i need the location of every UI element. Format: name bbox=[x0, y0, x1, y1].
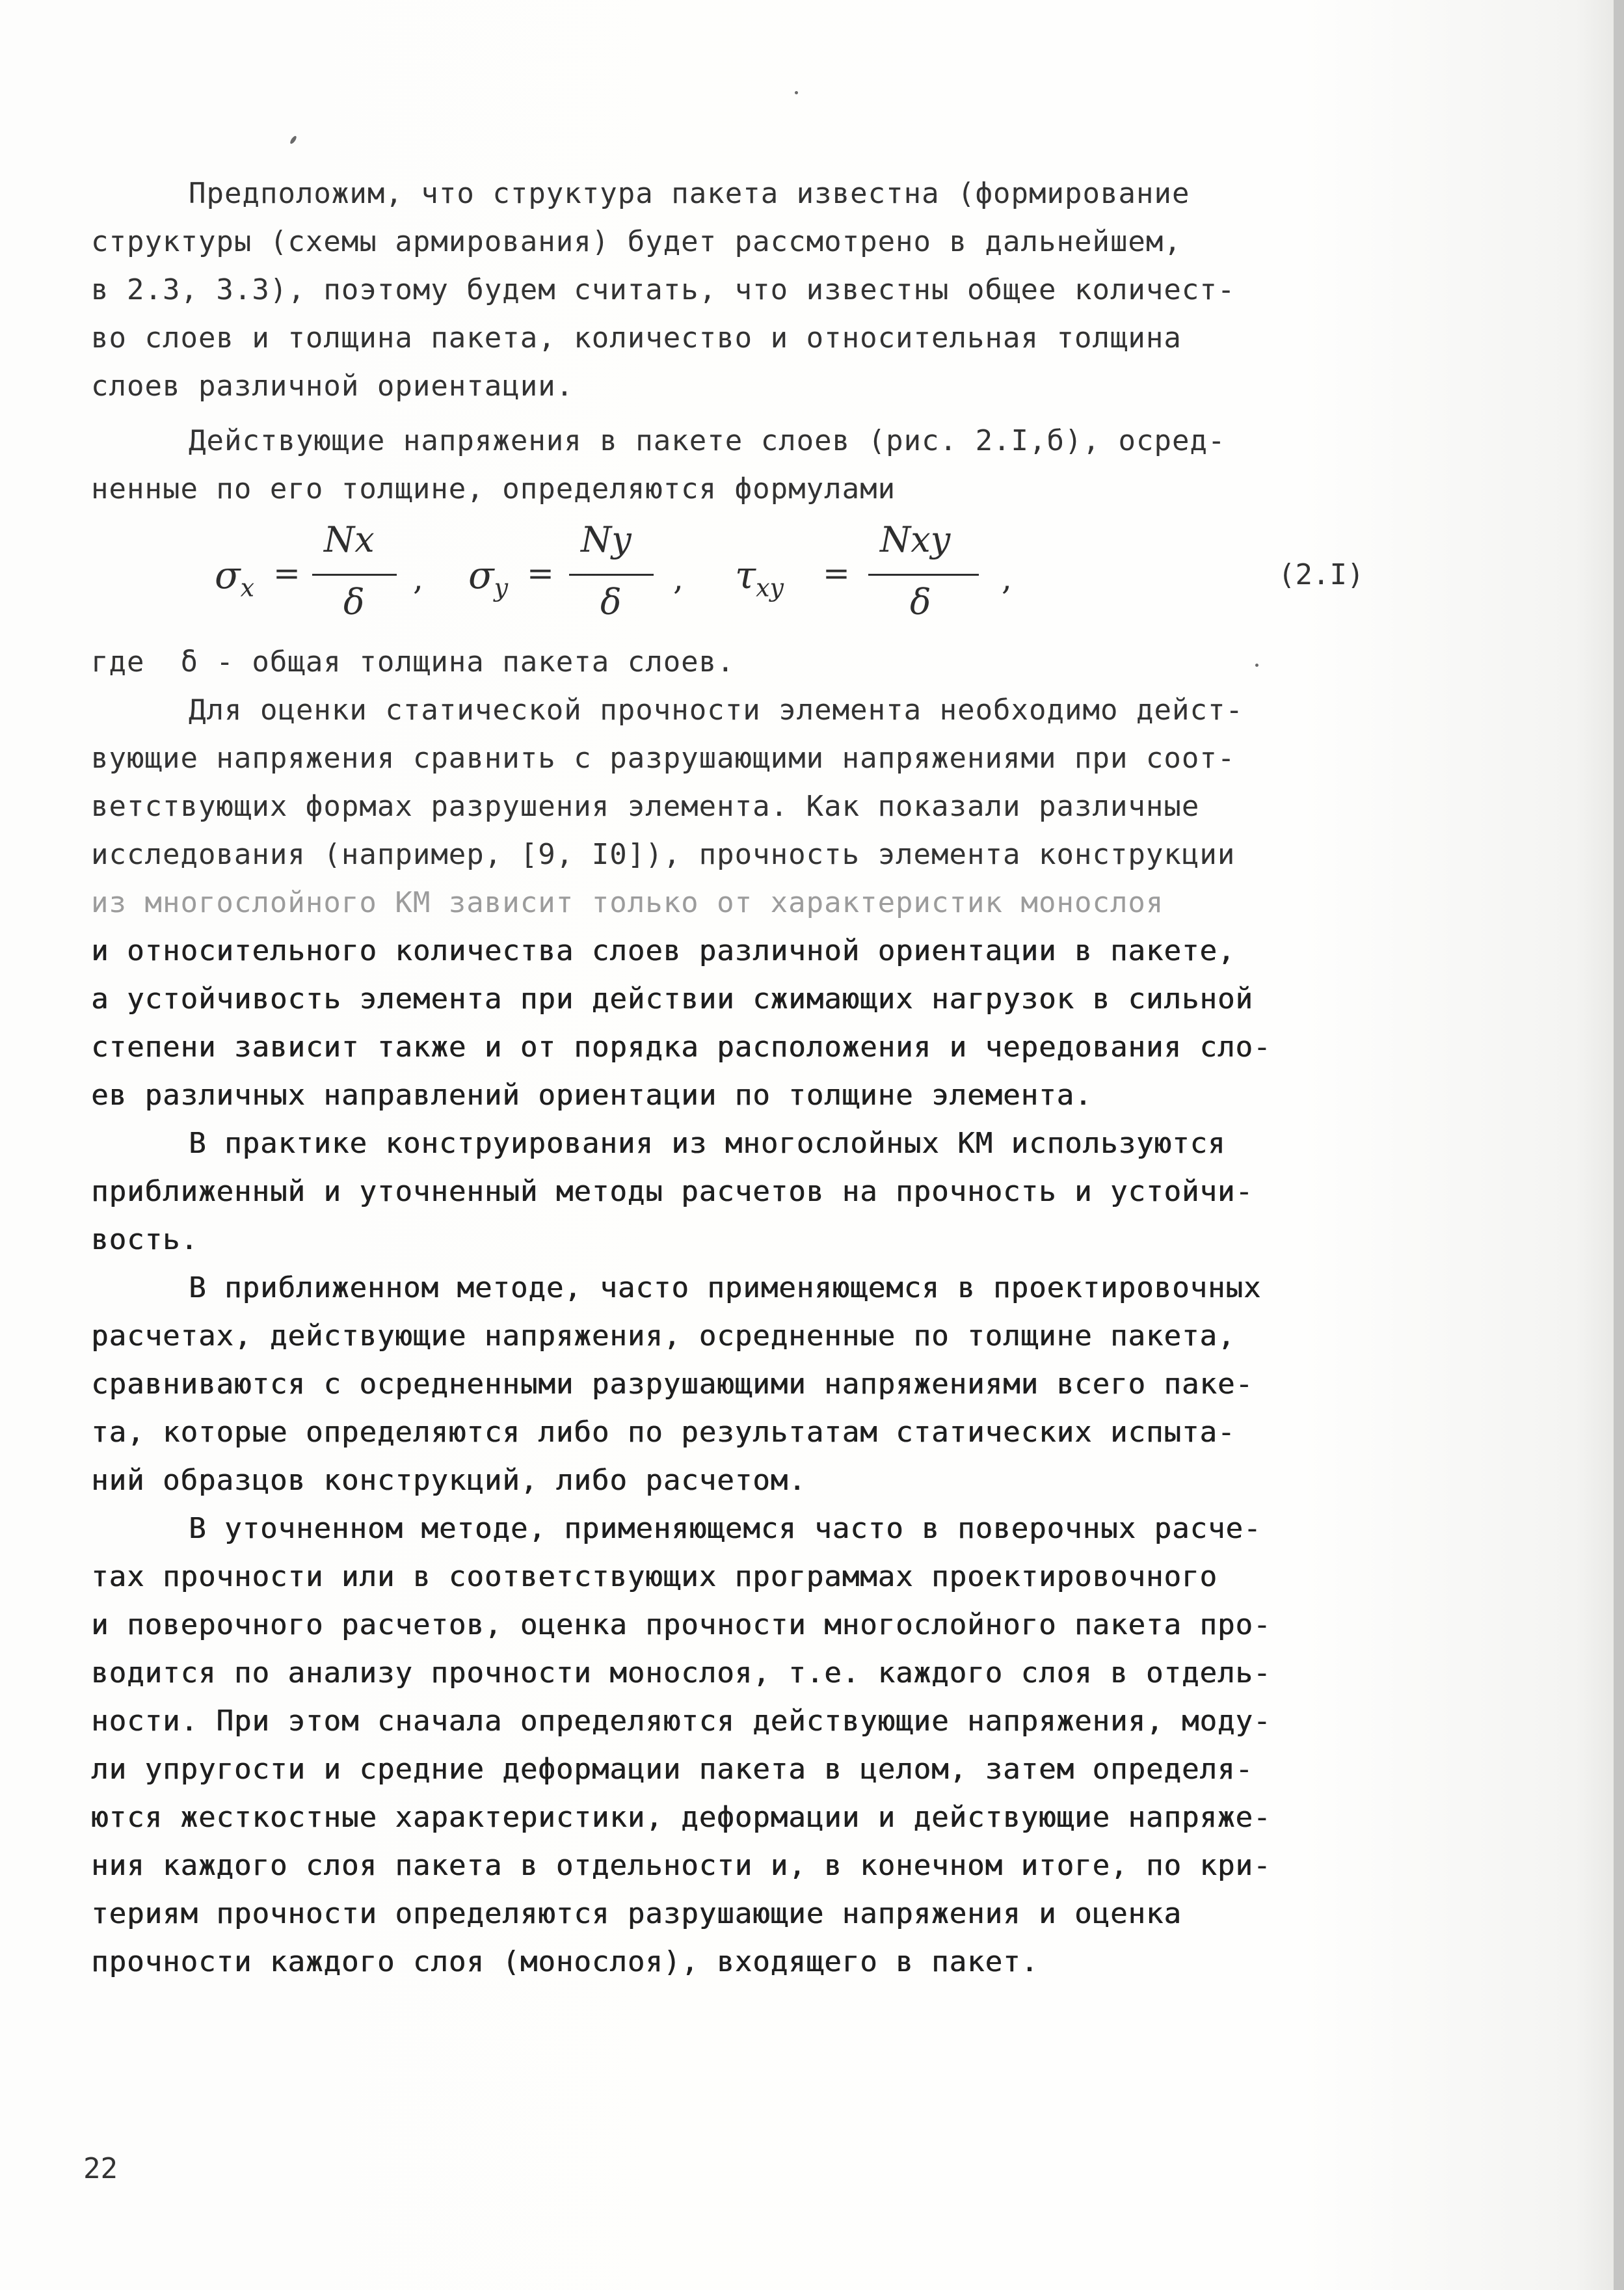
p5-line-5: ний образцов конструкций, либо расчетом. bbox=[91, 1464, 806, 1497]
p3-line-8: степени зависит также и от порядка расположения и чередования сло- bbox=[91, 1030, 1271, 1064]
p3-line-1: Для оценки статической прочности элемента необходимо дейст- bbox=[189, 694, 1244, 727]
equals-sign: = bbox=[273, 554, 300, 592]
tau-xy-lhs: $\tau_{xy}$ bbox=[735, 553, 784, 602]
p3-line-2: вующие напряжения сравнить с разрушающими напряжениями при соот- bbox=[91, 742, 1236, 775]
tau-xy-numerator: Nxy bbox=[880, 519, 951, 560]
p6-line-10: прочности каждого слоя (монослоя), входящего в пакет. bbox=[91, 1945, 1039, 1978]
equals-sign: = bbox=[527, 554, 554, 592]
scan-speck bbox=[289, 135, 298, 145]
sigma-y-fraction bbox=[569, 514, 654, 631]
p3-line-9: ев различных направлений ориентации по толщине элемента. bbox=[91, 1079, 1093, 1112]
where-line: где δ - общая толщина пакета слоев. bbox=[91, 645, 735, 679]
p1-line-1: Предположим, что структура пакета известна (формирование bbox=[189, 177, 1190, 210]
p3-line-3: ветствующих формах разрушения элемента. Как показали различные bbox=[91, 790, 1200, 823]
scan-speck bbox=[1255, 664, 1258, 667]
sigma-x-lhs: $\sigma_x$ bbox=[215, 553, 255, 602]
fraction-bar bbox=[569, 574, 654, 576]
p6-line-1: В уточненном методе, применяющемся часто в поверочных расче- bbox=[189, 1512, 1262, 1545]
p6-line-5: ности. При этом сначала определяются действующие напряжения, моду- bbox=[91, 1704, 1271, 1738]
p5-line-2: расчетах, действующие напряжения, осредненные по толщине пакета, bbox=[91, 1319, 1236, 1353]
p3-line-7: а устойчивость элемента при действии сжимающих нагрузок в сильной bbox=[91, 982, 1253, 1016]
p6-line-3: и поверочного расчетов, оценка прочности многослойного пакета про- bbox=[91, 1608, 1271, 1641]
sigma-x-denominator: δ bbox=[343, 582, 365, 623]
p6-line-8: ния каждого слоя пакета в отдельности и, в конечном итоге, по кри- bbox=[91, 1849, 1271, 1882]
p3-line-6: и относительного количества слоев различной ориентации в пакете, bbox=[91, 934, 1236, 967]
p6-line-9: териям прочности определяются разрушающие напряжения и оценка bbox=[91, 1897, 1182, 1930]
page-edge-shadow bbox=[1614, 0, 1624, 2290]
p4-line-1: В практике конструирования из многослойных КМ используются bbox=[189, 1127, 1226, 1160]
p3-line-4: исследования (например, [9, I0]), прочность элемента конструкции bbox=[91, 838, 1236, 871]
scan-speck bbox=[795, 91, 798, 94]
p5-line-1: В приближенном методе, часто применяющемся в проектировочных bbox=[189, 1271, 1262, 1304]
p2-line-2: ненные по его толщине, определяются формулами bbox=[91, 472, 896, 505]
p6-line-7: ются жесткостные характеристики, деформации и действующие напряже- bbox=[91, 1801, 1271, 1834]
p6-line-4: водится по анализу прочности монослоя, т.е. каждого слоя в отдель- bbox=[91, 1656, 1271, 1690]
tau-xy-fraction bbox=[868, 514, 979, 631]
fraction-bar bbox=[868, 574, 979, 576]
p4-line-3: вость. bbox=[91, 1223, 198, 1256]
fraction-bar bbox=[312, 574, 397, 576]
p5-line-4: та, которые определяются либо по результатам статических испыта- bbox=[91, 1416, 1236, 1449]
sigma-y-numerator: Ny bbox=[581, 519, 632, 560]
p1-line-3: в 2.3, 3.3), поэтому будем считать, что известны общее количест- bbox=[91, 273, 1236, 306]
equation-number: (2.I) bbox=[1278, 558, 1364, 591]
p3-line-5: из многослойного КМ зависит только от характеристик монослоя bbox=[91, 886, 1164, 919]
p4-line-2: приближенный и уточненный методы расчетов на прочность и устойчи- bbox=[91, 1175, 1253, 1208]
p6-line-6: ли упругости и средние деформации пакета в целом, затем определя- bbox=[91, 1753, 1253, 1786]
p5-line-3: сравниваются с осредненными разрушающими напряжениями всего паке- bbox=[91, 1367, 1253, 1401]
p1-line-4: во слоев и толщина пакета, количество и относительная толщина bbox=[91, 321, 1182, 355]
p6-line-2: тах прочности или в соответствующих программах проектировочного bbox=[91, 1560, 1218, 1593]
sigma-y-denominator: δ bbox=[600, 582, 622, 623]
page-number: 22 bbox=[83, 2152, 118, 2185]
equals-sign: = bbox=[823, 554, 850, 592]
sigma-x-fraction bbox=[312, 514, 397, 631]
p2-line-1: Действующие напряжения в пакете слоев (рис. 2.I,б), осред- bbox=[189, 424, 1226, 457]
formula-2-1 bbox=[189, 514, 1424, 638]
comma: , bbox=[413, 559, 423, 597]
tau-xy-denominator: δ bbox=[910, 582, 931, 623]
comma: , bbox=[673, 559, 684, 597]
p1-line-2: структуры (схемы армирования) будет рассмотрено в дальнейшем, bbox=[91, 225, 1182, 258]
comma: , bbox=[1002, 559, 1012, 597]
sigma-x-numerator: Nx bbox=[324, 519, 375, 560]
p1-line-5: слоев различной ориентации. bbox=[91, 370, 574, 403]
sigma-y-lhs: $\sigma_y$ bbox=[468, 553, 509, 602]
